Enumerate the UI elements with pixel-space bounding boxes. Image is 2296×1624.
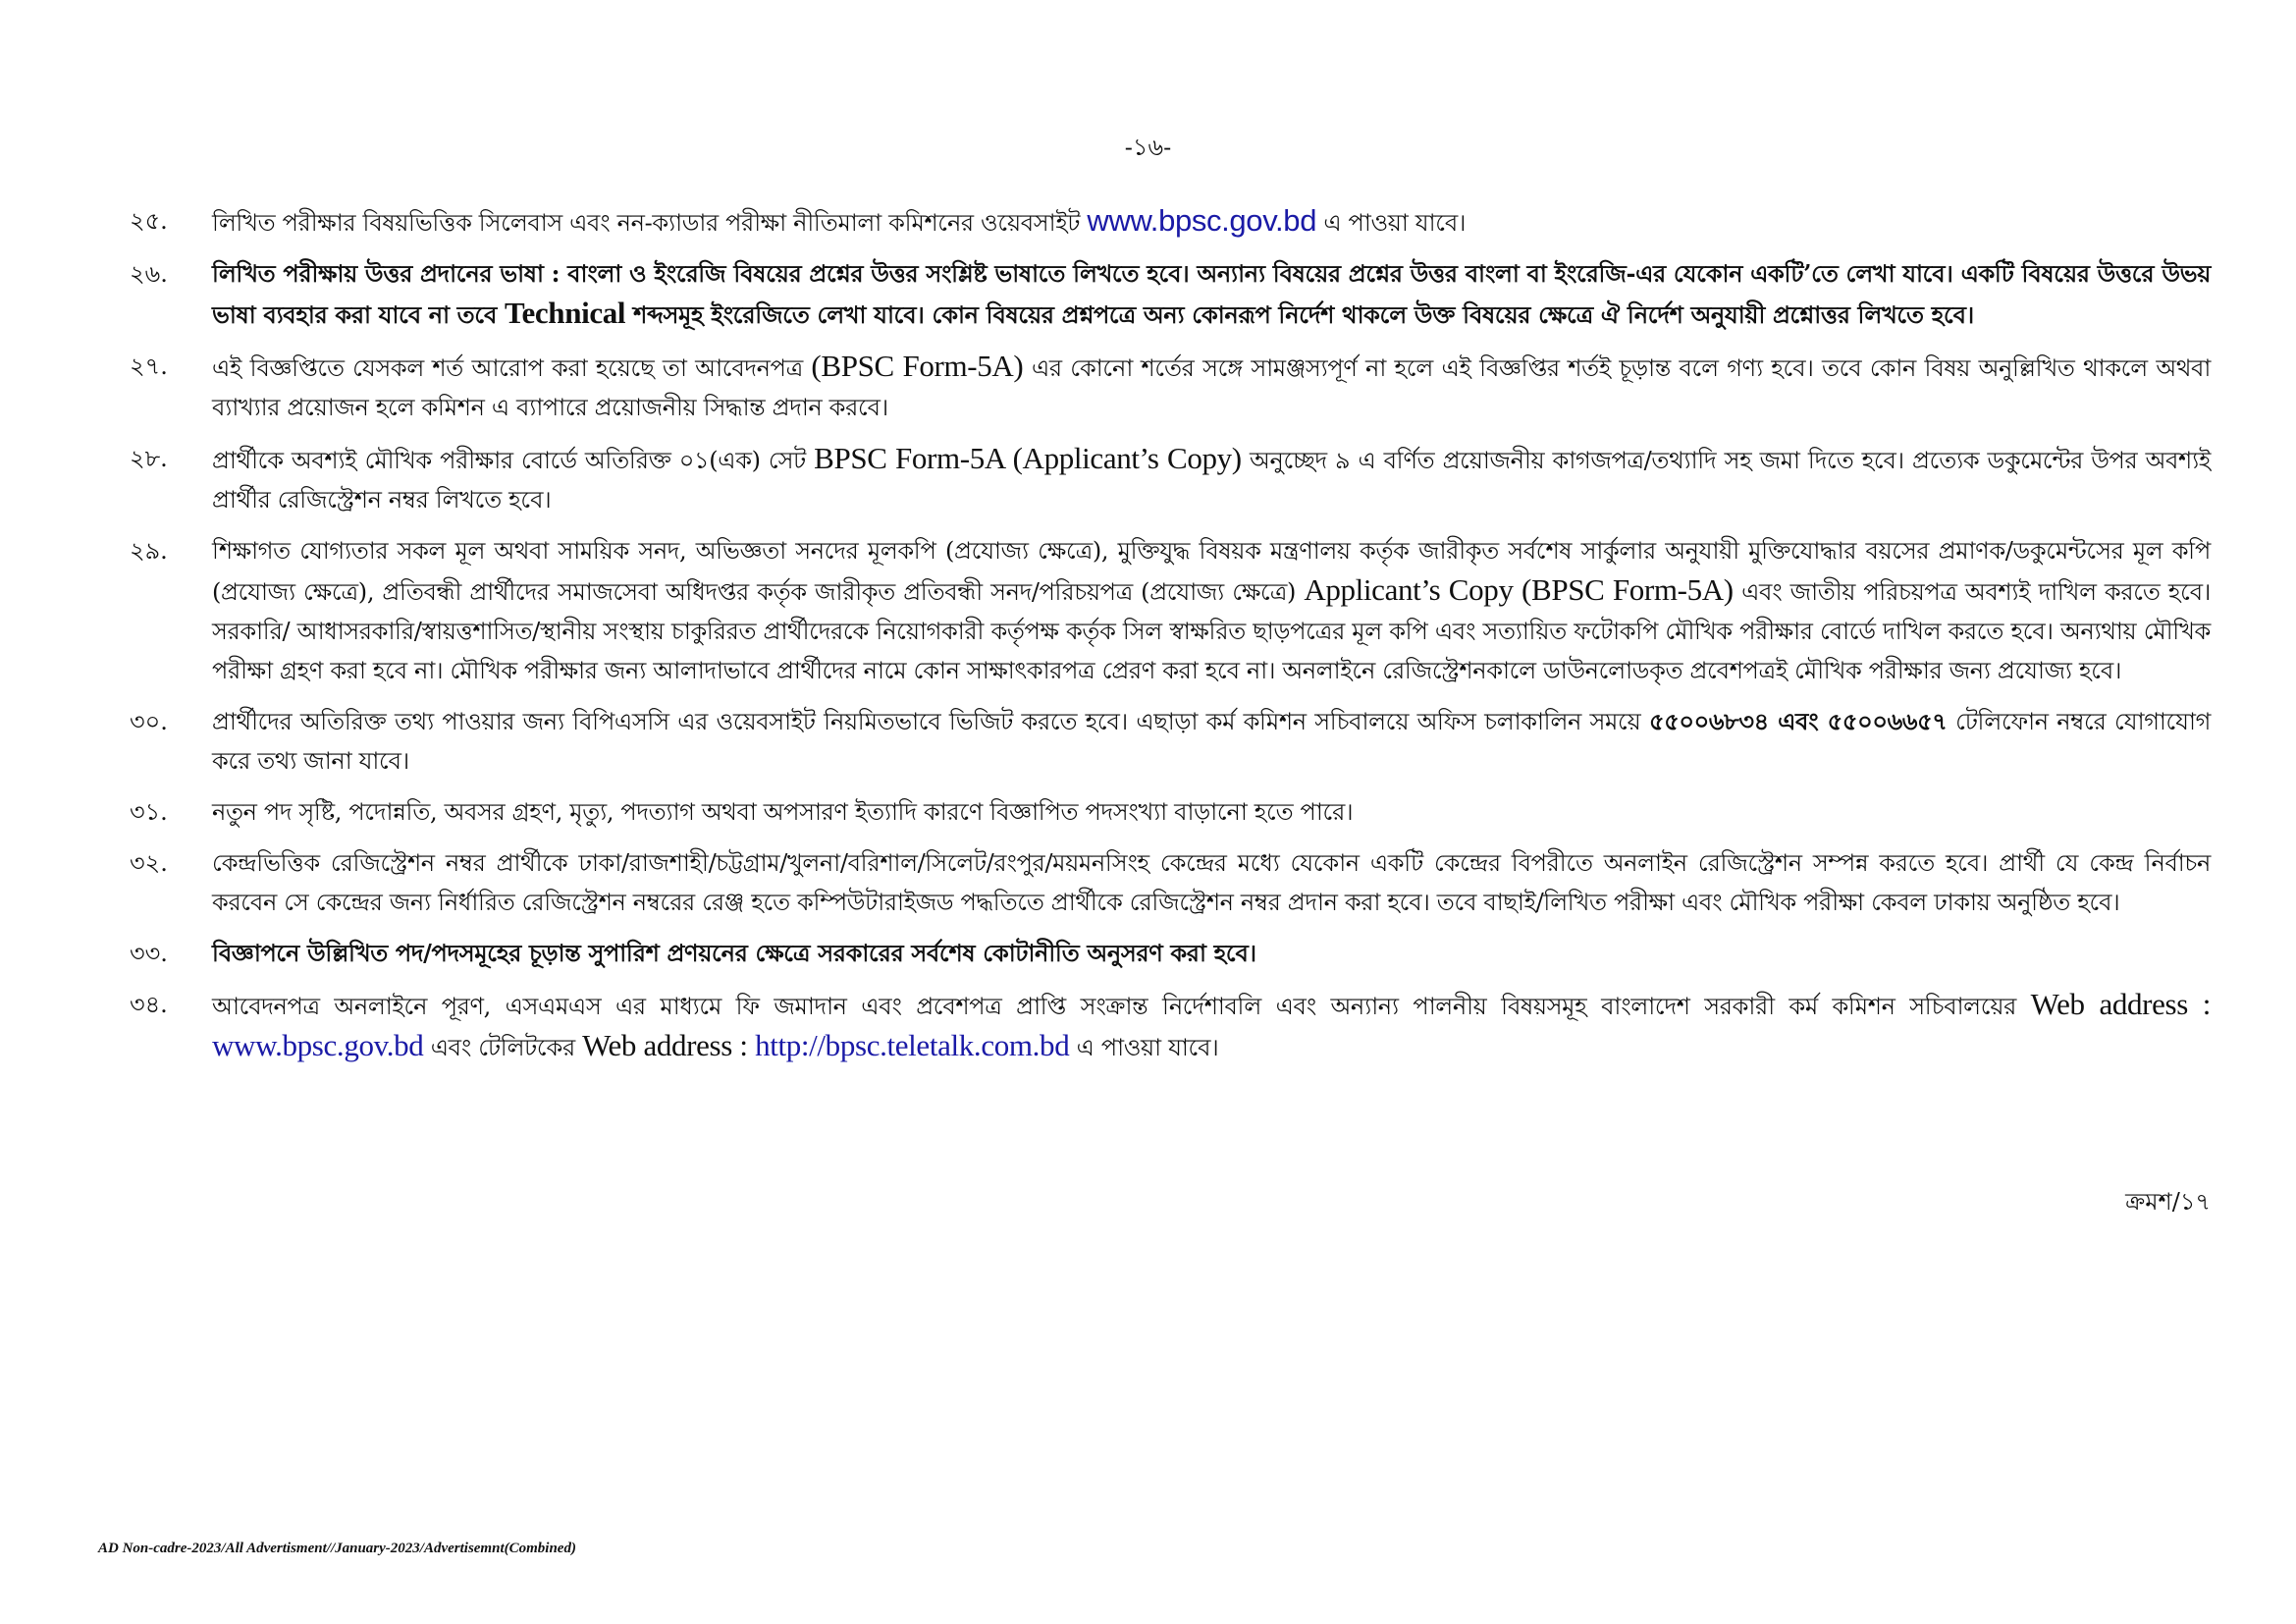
item-text-part: লিখিত পরীক্ষায় উত্তর প্রদানের ভাষা : বাংলা ও ইংরেজি বিষয়ের প্রশ্নের উত্তর সংশ্লিষ্ট ভাষাতে লিখতে হবে। অন্যান্য বিষয়ের প্রশ্নের উত্তর বাংলা বা ইংরেজি-এর যেকোন একটি’তে লেখা যাবে। একটি বিষয়ের উত্তরে উভয় ভাষা ব্যবহার করা যাবে না তবে bbox=[212, 259, 2211, 329]
item-text-part: শব্দসমূহ ইংরেজিতে লেখা যাবে। কোন বিষয়ের প্রশ্নপত্রে অন্য কোনরূপ নির্দেশ থাকলে উক্ত বিষয়ের ক্ষেত্রে ঐ নির্দেশ অনুযায়ী প্রশ্নোত্তর লিখতে হবে। bbox=[625, 300, 1974, 329]
continued-marker: ক্রমশ/১৭ bbox=[2125, 1188, 2211, 1216]
item-text-part: এই বিজ্ঞপ্তিতে যেসকল শর্ত আরোপ করা হয়েছে তা আবেদনপত্র bbox=[212, 354, 812, 382]
item-text-part: প্রার্থীকে অবশ্যই মৌখিক পরীক্ষার বোর্ডে অতিরিক্ত ০১(এক) সেট bbox=[212, 447, 815, 474]
item-text bbox=[212, 439, 2211, 519]
item-text-latin: Applicant’s Copy (BPSC Form-5A) bbox=[1304, 572, 1734, 607]
item-text-part: এবং টেলিটকের bbox=[423, 1034, 583, 1061]
item-text-part: এ পাওয়া যাবে। bbox=[1316, 209, 1467, 237]
item-text-part: প্রার্থীদের অতিরিক্ত তথ্য পাওয়ার জন্য বিপিএসসি এর ওয়েবসাইট নিয়মিতভাবে ভিজিট করতে হবে। এছাড়া কর্ম কমিশন সচিবালয়ে অফিস চলাকালিন সময়ে bbox=[212, 708, 1649, 735]
item-text-latin: Technical bbox=[505, 296, 626, 330]
list-item-32 bbox=[130, 843, 2211, 922]
item-number: ৩২. bbox=[130, 849, 168, 877]
item-text bbox=[212, 702, 2211, 781]
list-item-31 bbox=[130, 792, 2211, 832]
item-text-part: এর কোনো শর্তের সঙ্গে সামঞ্জস্যপূর্ণ না হলে এই বিজ্ঞপ্তির শর্তই চূড়ান্ত বলে গণ্য হবে। তবে কোন বিষয় অনুল্লিখিত থাকলে অথবা ব্যাখ্যার প্রয়োজন হলে কমিশন এ ব্যাপারে প্রয়োজনীয় সিদ্ধান্ত প্রদান করবে। bbox=[212, 354, 2211, 421]
item-text-part: টেলিফোন নম্বরে যোগাযোগ করে তথ্য জানা যাবে। bbox=[212, 708, 2211, 775]
list-item-29 bbox=[130, 531, 2211, 690]
list-item-34 bbox=[130, 985, 2211, 1067]
item-text-latin: (BPSC Form-5A) bbox=[811, 349, 1024, 383]
item-number: ৩৪. bbox=[130, 991, 168, 1018]
item-text-latin: Web address : bbox=[2030, 987, 2212, 1021]
list-item-26 bbox=[130, 254, 2211, 335]
item-text-part: আবেদনপত্র অনলাইনে পূরণ, এসএমএস এর মাধ্যমে ফি জমাদান এবং প্রবেশপত্র প্রাপ্তি সংক্রান্ত নির্দেশাবলি এবং অন্যান্য পালনীয় বিষয়সমূহ বাংলাদেশ সরকারী কর্ম কমিশন সচিবালয়ের bbox=[212, 993, 2031, 1020]
notice-items bbox=[130, 201, 2211, 1079]
bpsc-website-link[interactable]: www.bpsc.gov.bd bbox=[1087, 203, 1317, 238]
list-item-30 bbox=[130, 702, 2211, 781]
bpsc-website-link[interactable]: www.bpsc.gov.bd bbox=[212, 1028, 424, 1062]
teletalk-website-link[interactable]: http://bpsc.teletalk.com.bd bbox=[755, 1028, 1070, 1062]
footer-reference: AD Non-cadre-2023/All Advertisment//January-2023/Advertisemnt(Combined) bbox=[98, 1541, 576, 1556]
item-text-part: অনুচ্ছেদ ৯ এ বর্ণিত প্রয়োজনীয় কাগজপত্র/তথ্যাদি সহ জমা দিতে হবে। প্রত্যেক ডকুমেন্টের উপর অবশ্যই প্রার্থীর রেজিস্ট্রেশন নম্বর লিখতে হবে। bbox=[212, 447, 2211, 514]
item-text bbox=[212, 201, 2211, 243]
item-text-part: এ পাওয়া যাবে। bbox=[1069, 1034, 1219, 1061]
list-item-27 bbox=[130, 347, 2211, 427]
item-text bbox=[212, 531, 2211, 690]
item-text bbox=[212, 347, 2211, 427]
item-number: ৩৩. bbox=[130, 940, 168, 967]
item-number: ৩১. bbox=[130, 798, 168, 826]
item-number: ৩০. bbox=[130, 708, 168, 735]
item-text-latin: Web address : bbox=[582, 1028, 756, 1062]
item-text: বিজ্ঞাপনে উল্লিখিত পদ/পদসমূহের চূড়ান্ত সুপারিশ প্রণয়নের ক্ষেত্রে সরকারের সর্বশেষ কোটানীতি অনুসরণ করা হবে। bbox=[212, 939, 1256, 967]
item-number: ২৮. bbox=[130, 445, 168, 472]
list-item-28 bbox=[130, 439, 2211, 519]
item-text: কেন্দ্রভিত্তিক রেজিস্ট্রেশন নম্বর প্রার্থীকে ঢাকা/রাজশাহী/চট্টগ্রাম/খুলনা/বরিশাল/সিলেট/রংপুর/ময়মনসিংহ কেন্দ্রের মধ্যে যেকোন একটি কেন্দ্রের বিপরীতে অনলাইন রেজিস্ট্রেশন সম্পন্ন করতে হবে। প্রার্থী যে কেন্দ্র নির্বাচন করবেন সে কেন্দ্রের জন্য নির্ধারিত রেজিস্ট্রেশন নম্বরের রেঞ্জ হতে কম্পিউটারাইজড পদ্ধতিতে প্রার্থীকে রেজিস্ট্রেশন নম্বর প্রদান করা হবে। তবে বাছাই/লিখিত পরীক্ষা এবং মৌখিক পরীক্ষা কেবল ঢাকায় অনুষ্ঠিত হবে। bbox=[212, 849, 2211, 916]
item-number: ২৫. bbox=[130, 207, 168, 235]
item-text-latin: BPSC Form-5A (Applicant’s Copy) bbox=[814, 441, 1242, 475]
item-text bbox=[212, 985, 2211, 1067]
item-text bbox=[212, 254, 2211, 335]
item-text-part: লিখিত পরীক্ষার বিষয়ভিত্তিক সিলেবাস এবং নন-ক্যাডার পরীক্ষা নীতিমালা কমিশনের ওয়েবসাইট bbox=[212, 209, 1088, 237]
item-text: নতুন পদ সৃষ্টি, পদোন্নতি, অবসর গ্রহণ, মৃত্যু, পদত্যাগ অথবা অপসারণ ইত্যাদি কারণে বিজ্ঞাপিত পদসংখ্যা বাড়ানো হতে পারে। bbox=[212, 798, 1354, 826]
telephone-numbers: ৫৫০০৬৮৩৪ এবং ৫৫০০৬৬৫৭ bbox=[1648, 707, 1948, 735]
item-text-part: শিক্ষাগত যোগ্যতার সকল মূল অথবা সাময়িক সনদ, অভিজ্ঞতা সনদের মূলকপি (প্রযোজ্য ক্ষেত্রে), মুক্তিযুদ্ধ বিষয়ক মন্ত্রণালয় কর্তৃক জারীকৃত সর্বশেষ সার্কুলার অনুযায়ী মুক্তিযোদ্ধার বয়সের প্রমাণক/ডকুমেন্টসের মূল কপি (প্রযোজ্য ক্ষেত্রে), প্রতিবন্ধী প্রার্থীদের সমাজসেবা অধিদপ্তর কর্তৃক জারীকৃত প্রতিবন্ধী সনদ/পরিচয়পত্র (প্রযোজ্য ক্ষেত্রে) bbox=[212, 537, 2211, 606]
item-number: ২৯. bbox=[130, 537, 168, 565]
item-number: ২৬. bbox=[130, 260, 168, 288]
list-item-33 bbox=[130, 934, 2211, 973]
list-item-25 bbox=[130, 201, 2211, 243]
page-number: -১৬- bbox=[1124, 134, 1172, 161]
item-number: ২৭. bbox=[130, 352, 168, 380]
item-text-part: এবং জাতীয় পরিচয়পত্র অবশ্যই দাখিল করতে হবে। সরকারি/ আধাসরকারি/স্বায়ত্তশাসিত/স্থানীয় সংস্থায় চাকুরিরত প্রার্থীদেরকে নিয়োগকারী কর্তৃপক্ষ কর্তৃক সিল স্বাক্ষরিত ছাড়পত্রের মূল কপি এবং সত্যায়িত ফটোকপি মৌখিক পরীক্ষার বোর্ডে দাখিল করতে হবে। অন্যথায় মৌখিক পরীক্ষা গ্রহণ করা হবে না। মৌখিক পরীক্ষার জন্য আলাদাভাবে প্রার্থীদের নামে কোন সাক্ষাৎকারপত্র প্রেরণ করা হবে না। অনলাইনে রেজিস্ট্রেশনকালে ডাউনলোডকৃত প্রবেশপত্রই মৌখিক পরীক্ষার জন্য প্রযোজ্য হবে। bbox=[212, 578, 2211, 684]
